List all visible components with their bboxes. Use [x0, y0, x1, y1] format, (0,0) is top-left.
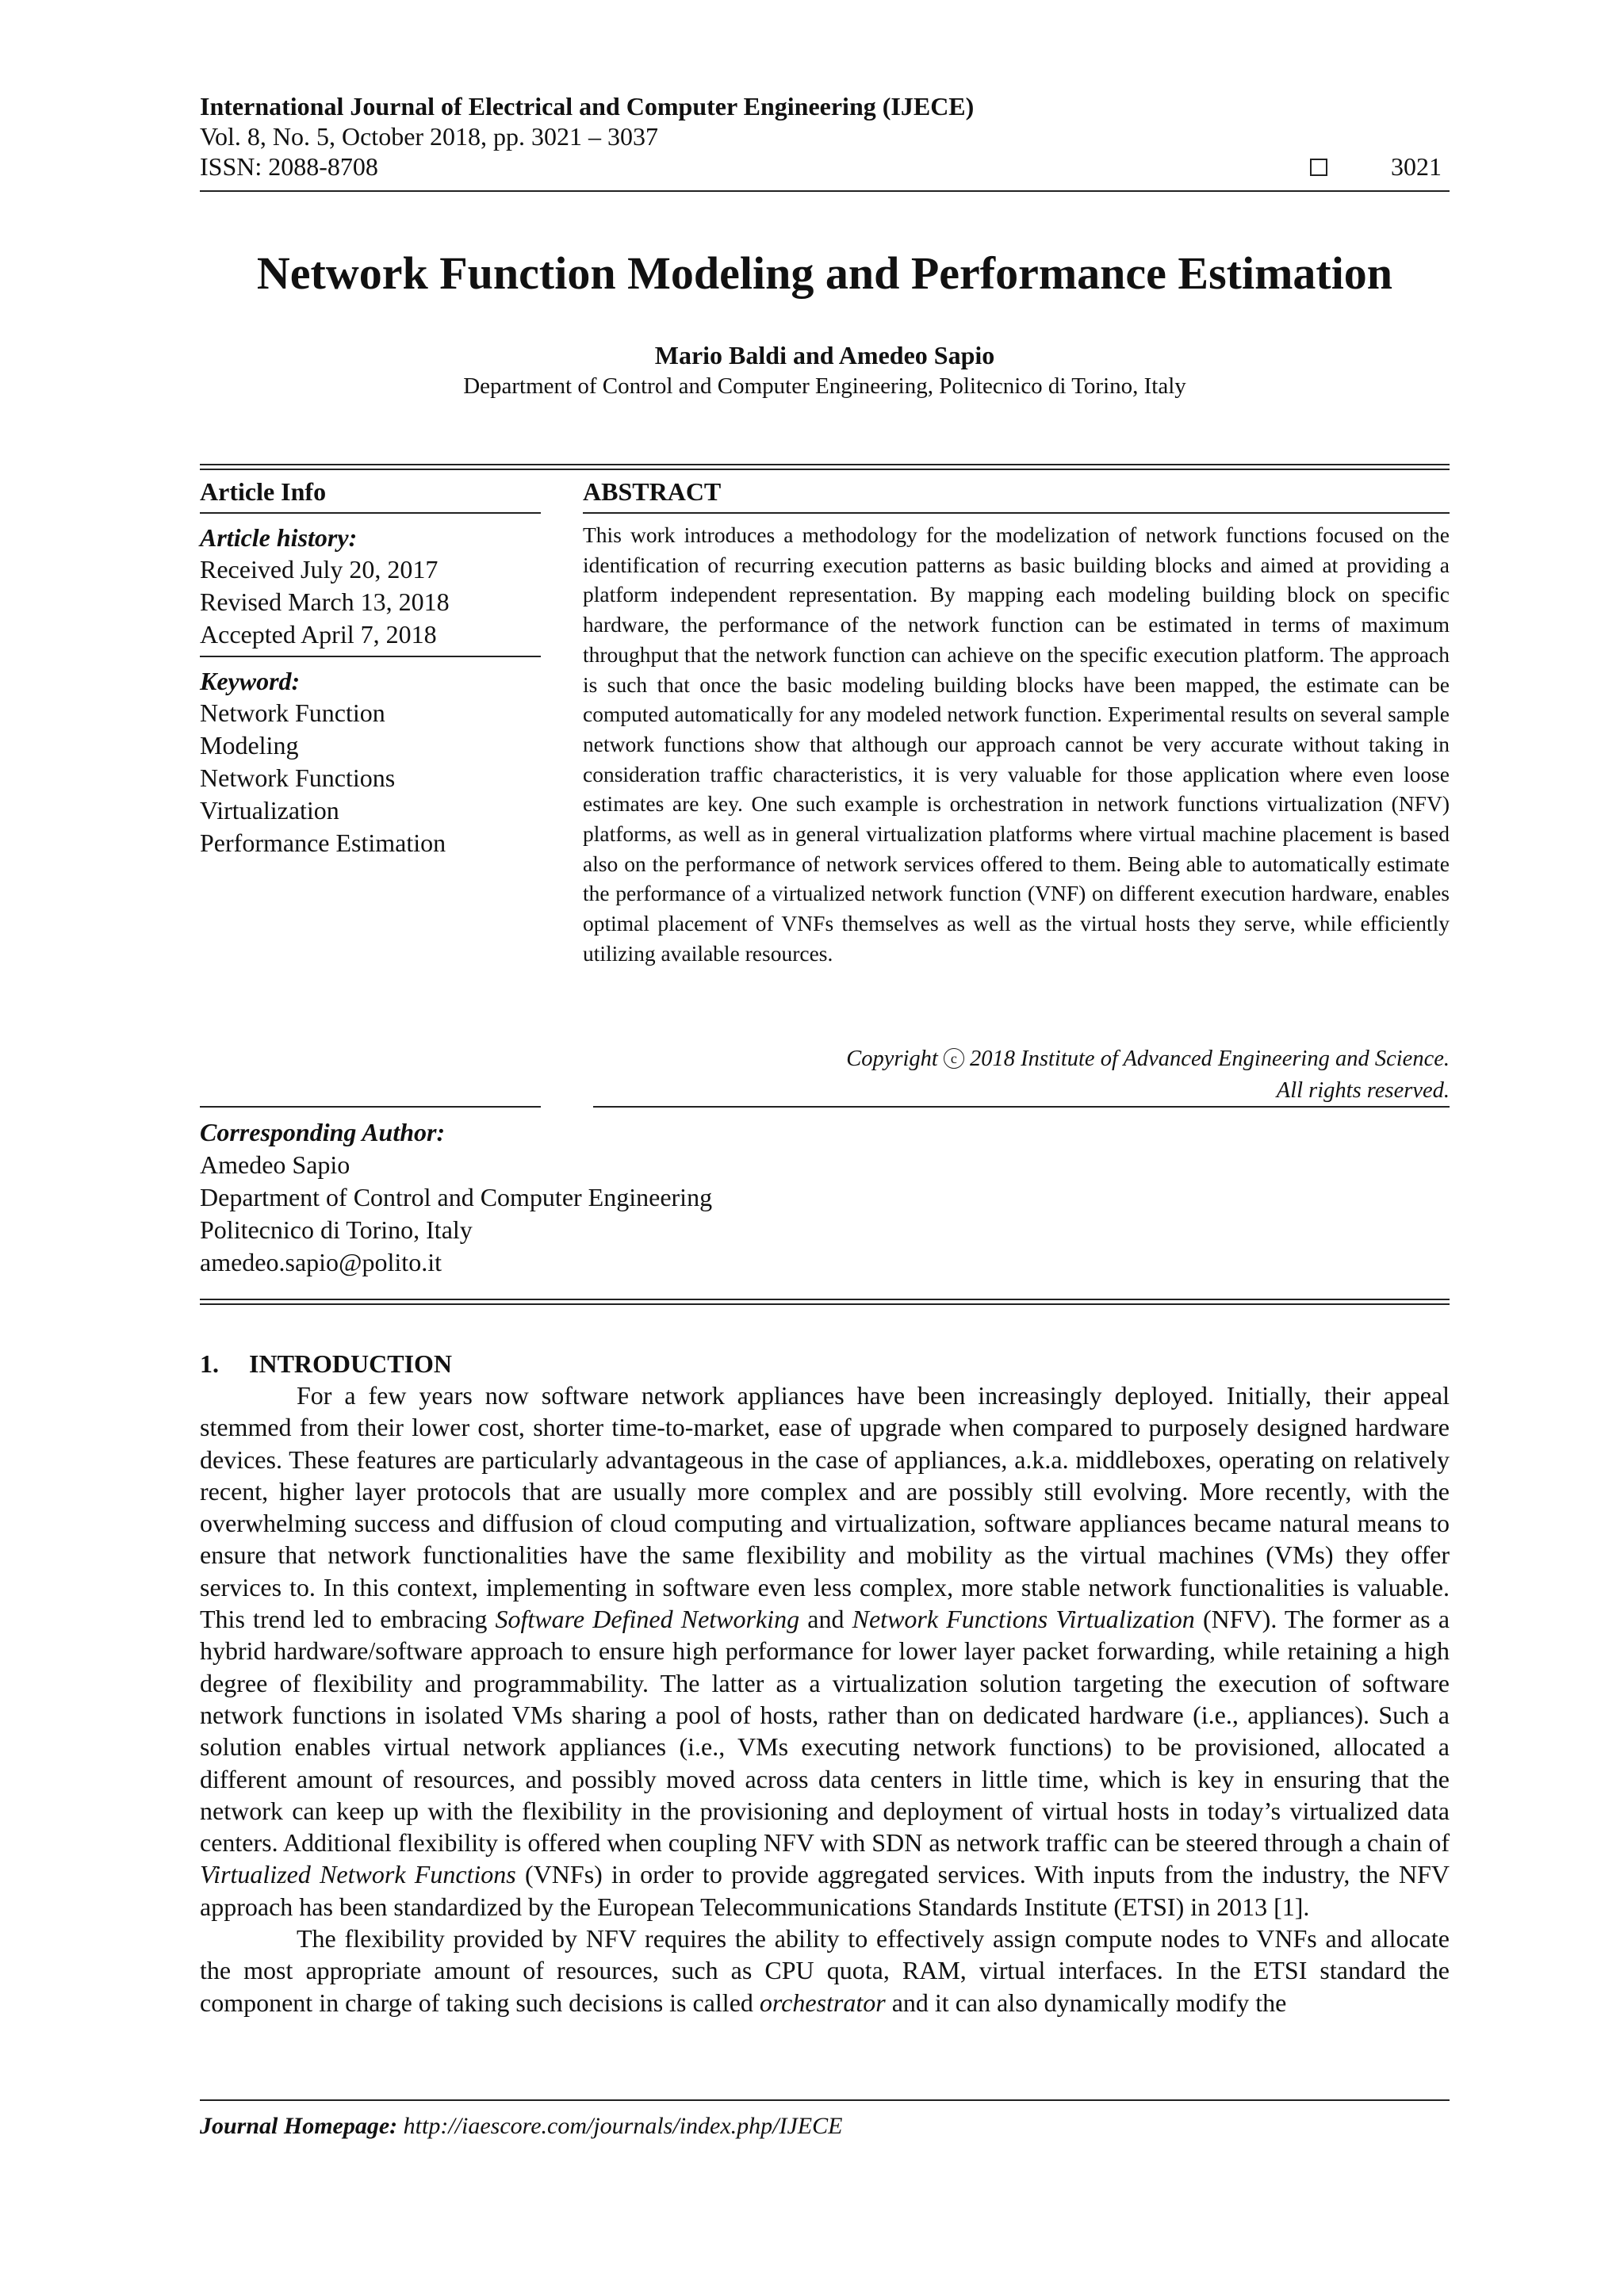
article-info-heading: Article Info	[200, 477, 327, 506]
text-run: and it can also dynamically modify the	[891, 1988, 1287, 2017]
author-name: Amedeo Sapio	[200, 1150, 350, 1179]
abstract-heading: ABSTRACT	[583, 477, 722, 506]
author-department: Department of Control and Computer Engineering	[200, 1183, 713, 1211]
top-double-rule	[200, 464, 1450, 470]
emphasis: Software Defined Networking	[495, 1605, 800, 1634]
journal-footer	[200, 2110, 842, 2142]
keyword: Performance Estimation	[200, 828, 446, 857]
keyword: Modeling	[200, 731, 299, 760]
keyword: Network Functions	[200, 763, 396, 792]
bottom-double-rule	[200, 1299, 1450, 1305]
homepage-link[interactable]: http://iaescore.com/journals/index.php/IJECE	[403, 2113, 843, 2139]
divider	[200, 1106, 541, 1108]
divider	[583, 512, 1450, 514]
paragraph	[200, 1923, 1450, 2019]
issn: ISSN: 2088-8708	[200, 152, 378, 181]
received-date: Received July 20, 2017	[200, 555, 439, 584]
accepted-date: Accepted April 7, 2018	[200, 620, 437, 649]
divider	[200, 512, 541, 514]
running-header	[200, 91, 1450, 182]
header-rule	[200, 190, 1450, 192]
issn-row	[200, 151, 1450, 182]
divider	[200, 656, 541, 657]
footer-rule	[200, 2099, 1450, 2101]
text-run: and	[807, 1605, 845, 1634]
author-institution: Politecnico di Torino, Italy	[200, 1215, 473, 1244]
page-number: 3021	[1391, 152, 1442, 181]
abstract	[583, 476, 1450, 969]
corresponding-author	[200, 1116, 1151, 1279]
copyright-symbol: c	[944, 1048, 964, 1069]
homepage-label: Journal Homepage:	[200, 2113, 398, 2139]
history-label: Article history:	[200, 523, 358, 552]
text-run: The flexibility provided by NFV requires the ability to effectively assign compute nodes to VNFs and allocate the most appropriate amount of resources, such as CPU quota, RAM, virtual interfaces. In the ETSI standard the component in charge of taking such decisions is called	[200, 1924, 1450, 2017]
rights-reserved: All rights reserved.	[1276, 1078, 1450, 1103]
section-number: 1.	[200, 1349, 219, 1378]
section-heading	[200, 1348, 1450, 1380]
revised-date: Revised March 13, 2018	[200, 587, 450, 616]
text-run: (NFV). The former as a hybrid hardware/software approach to ensure high performance for lower layer packet forwarding, while retaining a high degree of flexibility and programmability. The latter as a virtualization solution targeting the execution of software network functions in isolated VMs sharing a pool of hosts, rather than on dedicated hardware (i.e., appliances). Such a solution enables virtual network appliances (i.e., VMs executing network functions) to be provisioned, allocated a different amount of resources, and possibly moved across data centers in little time, which is key in ensuring that the network can keep up with the flexibility in the provisioning and deployment of virtual hosts in today’s virtualized data centers. Additional flexibility is offered when coupling NFV with SDN as network traffic can be steered through a chain of	[200, 1605, 1450, 1858]
page-number-group	[1310, 151, 1442, 182]
paragraph	[200, 1380, 1450, 1923]
square-icon	[1310, 159, 1327, 176]
paper-title: Network Function Modeling and Performance Estimation	[256, 247, 1393, 299]
keyword-label: Keyword:	[200, 667, 301, 695]
journal-name: International Journal of Electrical and Computer Engineering (IJECE)	[200, 92, 975, 121]
volume-info: Vol. 8, No. 5, October 2018, pp. 3021 – 3037	[200, 122, 659, 151]
section-title: INTRODUCTION	[249, 1349, 453, 1378]
emphasis: Virtualized Network Functions	[200, 1860, 516, 1889]
divider	[593, 1106, 1450, 1108]
copyright-prefix: Copyright	[846, 1047, 938, 1071]
authors: Mario Baldi and Amedeo Sapio	[654, 341, 995, 369]
copyright-text: 2018 Institute of Advanced Engineering and Science.	[970, 1047, 1450, 1071]
introduction-section	[200, 1348, 1450, 2019]
text-run: For a few years now software network appliances have been increasingly deployed. Initially, their appeal stemmed from their lower cost, shorter time-to-market, ease of upgrade when compared to purposely designed hardware devices. These features are particularly advantageous in the case of appliances, a.k.a. middleboxes, operating on relatively recent, higher layer protocols that are usually more complex and are possibly still evolving. More recently, with the overwhelming success and diffusion of cloud computing and virtualization, software appliances became natural means to ensure that network functionalities have the same flexibility and mobility as the virtual machines (VMs) they offer services to. In this context, implementing in software even less complex, more stable network functionalities is valuable. This trend led to embracing	[200, 1381, 1450, 1634]
article-info	[200, 476, 541, 859]
keyword: Virtualization	[200, 796, 339, 825]
text-run: (VNFs) in order to provide aggregated services. With inputs from the industry, the NFV approach has been standardized by the European Telecommunications Standards Institute (ETSI) in 2013 [1].	[200, 1860, 1450, 1921]
emphasis: orchestrator	[759, 1988, 886, 2017]
abstract-text: This work introduces a methodology for the modelization of network functions focused on the identification of recurring execution patterns as basic building blocks and aimed at providing a platform independent representation. By mapping each modeling building block on specific hardware, the performance of the network function can be estimated in terms of maximum throughput that the network function can achieve on the specific execution platform. The approach is such that once the basic modeling building blocks have been mapped, the estimate can be computed automatically for any modeled network function. Experimental results on several sample network functions show that although our approach cannot be very accurate without taking in consideration traffic characteristics, it is very valuable for those application where even loose estimates are key. One such example is orchestration in network functions virtualization (NFV) platforms, as well as in general virtualization platforms where virtual machine placement is based also on the performance of network services offered to them. Being able to automatically estimate the performance of a virtualized network function (VNF) on different execution hardware, enables optimal placement of VNFs themselves as well as the virtual hosts they serve, while efficiently utilizing available resources.	[583, 522, 1450, 966]
author-email[interactable]: amedeo.sapio@polito.it	[200, 1248, 442, 1276]
emphasis: Network Functions Virtualization	[852, 1605, 1195, 1634]
affiliation: Department of Control and Computer Engineering, Politecnico di Torino, Italy	[463, 373, 1186, 399]
corresponding-label: Corresponding Author:	[200, 1118, 446, 1146]
keyword: Network Function	[200, 698, 385, 727]
copyright	[846, 1043, 1450, 1107]
